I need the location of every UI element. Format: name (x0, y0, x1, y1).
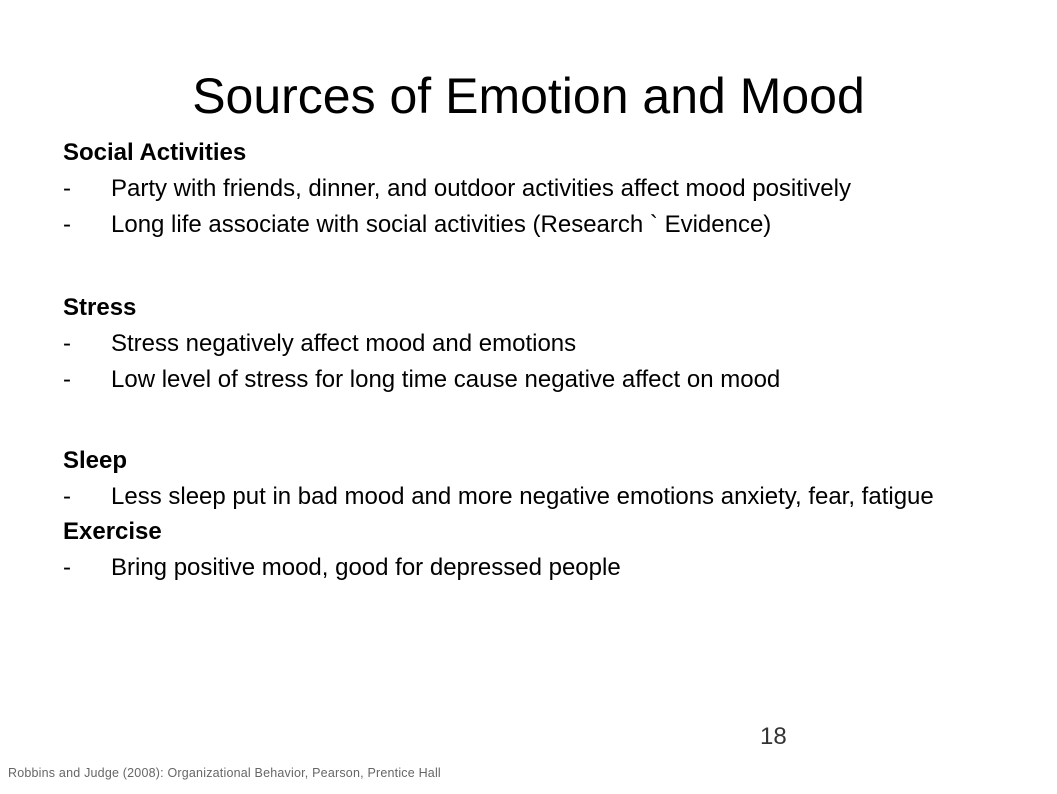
bullet-dash: - (63, 330, 71, 357)
page-number: 18 (760, 723, 787, 750)
list-item-text: Long life associate with social activities (Research ` Evidence) (111, 211, 772, 238)
slide-title: Sources of Emotion and Mood (192, 68, 865, 124)
footer-citation: Robbins and Judge (2008): Organizational Behavior, Pearson, Prentice Hall (8, 766, 441, 780)
list-item (63, 176, 988, 202)
list-item (63, 331, 988, 357)
list-item (63, 555, 988, 581)
bullet-dash: - (63, 554, 71, 581)
section-heading-sleep: Sleep (63, 447, 128, 474)
bullet-dash: - (63, 175, 71, 202)
list-item (63, 212, 988, 238)
bullet-dash: - (63, 211, 71, 238)
list-item (63, 484, 988, 510)
bullet-dash: - (63, 483, 71, 510)
slide-body (63, 140, 988, 581)
section-heading-stress: Stress (63, 294, 137, 321)
spacer (63, 238, 988, 286)
list-item (63, 367, 988, 393)
list-item-text: Less sleep put in bad mood and more negative emotions anxiety, fear, fatigue (111, 483, 934, 510)
section-heading-exercise: Exercise (63, 518, 162, 545)
list-item-text: Stress negatively affect mood and emotions (111, 330, 577, 357)
list-item-text: Bring positive mood, good for depressed people (111, 554, 621, 581)
list-item-text: Party with friends, dinner, and outdoor activities affect mood positively (111, 175, 851, 202)
list-item-text: Low level of stress for long time cause negative affect on mood (111, 366, 781, 393)
bullet-dash: - (63, 366, 71, 393)
spacer (63, 393, 988, 439)
section-heading-social-activities: Social Activities (63, 139, 247, 166)
